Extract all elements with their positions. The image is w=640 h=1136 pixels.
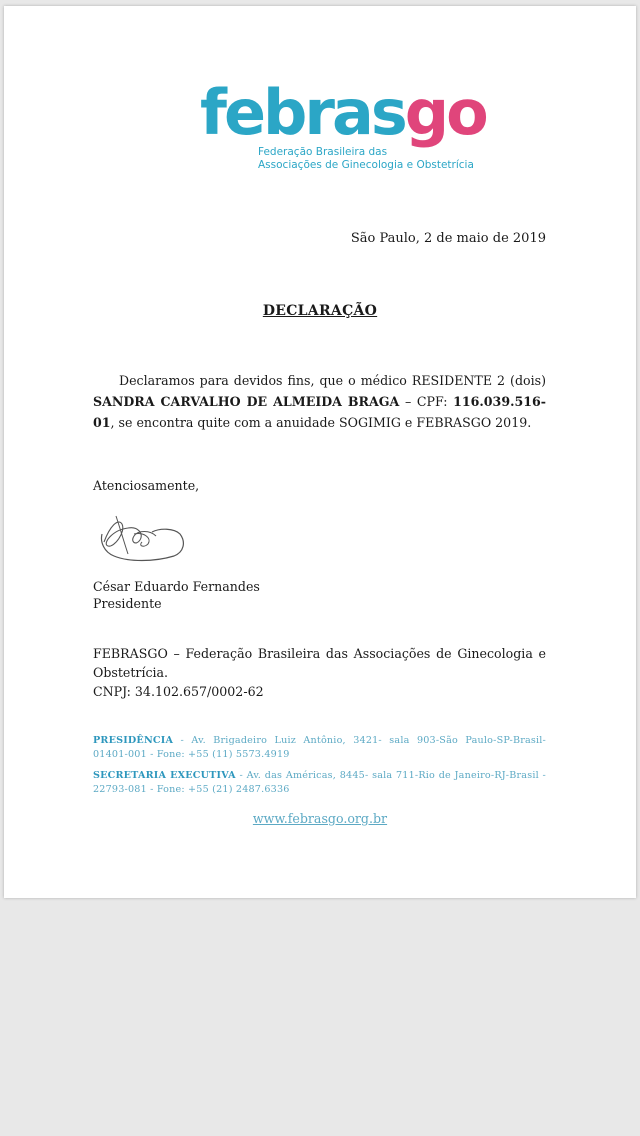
presidencia-text: - Av. Brigadeiro Luiz Antônio, 3421- sala 903-São Paulo-SP-Brasil- 01401-001 - Fone: +55 (11) 5573.4919 — [93, 735, 546, 760]
signer-name: César Eduardo Fernandes — [93, 579, 260, 594]
declaration-body — [93, 370, 546, 433]
signature-image — [94, 512, 190, 566]
body-part2: – CPF: — [399, 394, 454, 409]
logo-wordmark — [200, 76, 486, 149]
signer-block — [93, 578, 260, 612]
document-date: São Paulo, 2 de maio de 2019 — [350, 231, 546, 246]
closing-text: Atenciosamente, — [93, 478, 200, 493]
logo-subtitle-line2: Associações de Ginecologia e Obstetrícia — [258, 159, 474, 171]
signer-role: Presidente — [93, 596, 162, 611]
febrasgo-logo — [200, 76, 486, 178]
address-secretaria — [93, 769, 546, 797]
secretaria-label: SECRETARIA EXECUTIVA — [93, 770, 236, 781]
document-title: DECLARAÇÃO — [262, 303, 378, 319]
body-name: SANDRA CARVALHO DE ALMEIDA BRAGA — [93, 394, 400, 409]
document-page — [4, 6, 636, 898]
logo-subtitle — [258, 146, 474, 172]
body-cpf: 116.039.516-01 — [93, 394, 546, 430]
presidencia-label: PRESIDÊNCIA — [93, 735, 174, 746]
address-presidencia — [93, 734, 546, 762]
logo-word-part1: febras — [200, 76, 405, 149]
logo-subtitle-line1: Federação Brasileira das — [258, 146, 388, 158]
secretaria-text: - Av. das Américas, 8445- sala 711-Rio de Janeiro-RJ-Brasil - 22793-081 - Fone: +55 (21) 2487.6336 — [93, 770, 546, 795]
organization-cnpj: CNPJ: 34.102.657/0002-62 — [93, 684, 264, 699]
organization-name: FEBRASGO – Federação Brasileira das Associações de Ginecologia e Obstetrícia. — [93, 646, 546, 680]
website-link[interactable]: www.febrasgo.org.br — [252, 811, 388, 826]
logo-word-part2: go — [404, 76, 486, 149]
body-part1: Declaramos para devidos fins, que o médico RESIDENTE 2 (dois) — [119, 373, 546, 388]
body-part3: , se encontra quite com a anuidade SOGIMIG e FEBRASGO 2019. — [110, 415, 532, 430]
organization-block — [93, 644, 546, 701]
